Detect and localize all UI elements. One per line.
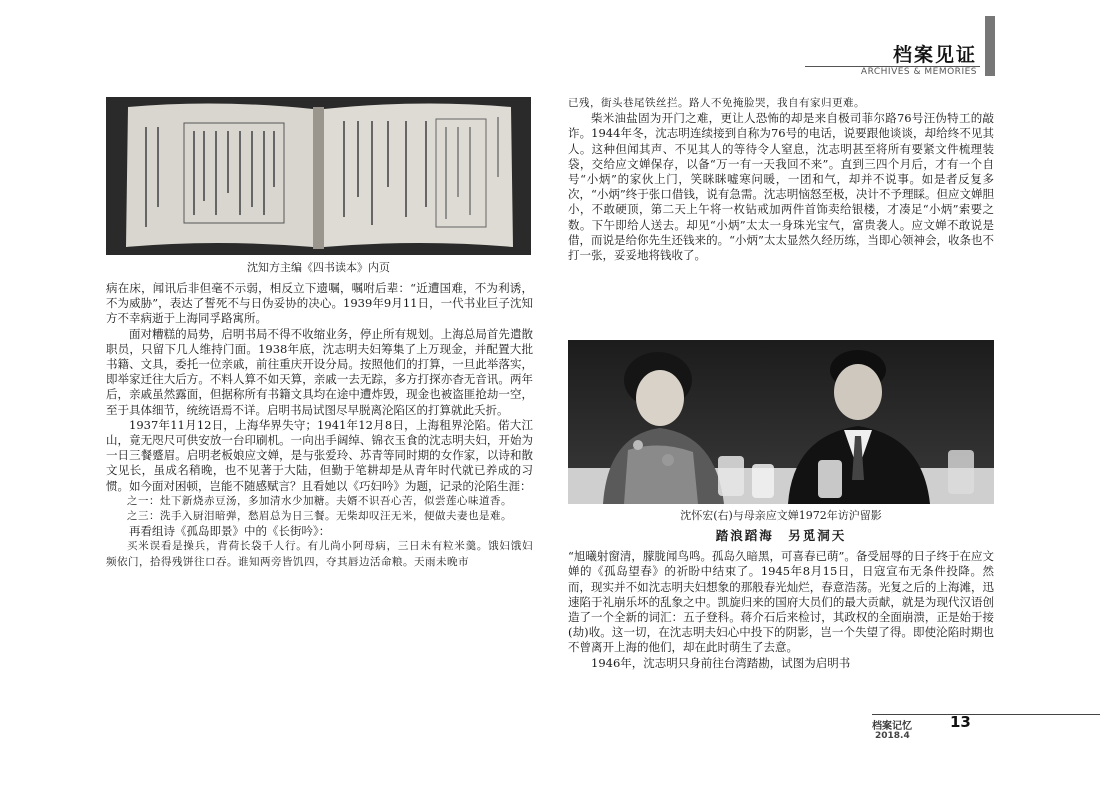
paragraph: “旭曦射窗清，朦胧闻鸟鸣。孤岛久暗黑，可喜春已萌”。备受屈辱的日子终于在应文婵的《孤岛望春》的祈盼中结束了。1945年8月15日，日寇宣布无条件投降。然而，现实并不如沈志明夫妇想象的那般春光灿烂，春意浩荡。光复之后的上海滩，迅速陷于礼崩乐坏的乱象之中。凯旋归来的国府大员们的最大贡献，就是为现代汉语创造了一个全新的词汇：五子登科。蒋介石后来检讨，其政权的全面崩溃，正是始于接(劫)收。这一切，在沈志明夫妇心中投下的阴影，岂一个失望了得。即使沦陷时期也不曾离开上海的他们，却在此时萌生了去意。 (568, 549, 994, 655)
paragraph: 病在床，闻讯后非但毫不示弱，相反立下遗嘱，嘱咐后辈：“近遭国难，不为利诱，不为威胁”，表达了誓死不与日伪妥协的决心。1939年9月11日，一代书业巨子沈知方不幸病逝于上海同孚路寓所。 (106, 281, 533, 326)
right-text-column-bottom (568, 524, 994, 671)
open-book-image (106, 97, 531, 255)
footer-rule (872, 714, 1100, 715)
paragraph: 面对糟糕的局势，启明书局不得不收缩业务，停止所有规划。上海总局首先遣散职员，只留下几人维持门面。1938年底，沈志明夫妇筹集了上万现金，并配置大批书籍、文具，委托一位亲戚，前往重庆开设分局。按照他们的打算，一旦此举落实，即举家迁往大后方。不料人算不如天算，亲戚一去无踪，多方打探亦杳无音讯。两年后，亲戚虽然露面，但据称所有书籍文具均在途中遭炸毁，现金也被盗匪抢劫一空，至于具体细节，统统语焉不详。启明书局试图尽早脱离沦陷区的打算就此夭折。 (106, 326, 533, 417)
portrait-photo (568, 340, 994, 504)
issue-date: 2018.4 (875, 731, 910, 741)
paragraph: 1946年，沈志明只身前往台湾踏勘，试图为启明书 (591, 655, 851, 670)
portrait-caption: 沈怀宏(右)与母亲应文婵1972年访沪留影 (680, 509, 882, 522)
poem-verse: 之一：灶下新烧赤豆汤，多加清水少加糖。夫婿不识吾心苦，似尝莲心味道香。 (127, 494, 512, 507)
poem-verse: 已残，街头巷尾铁丝拦。路人不免掩脸哭，我自有家归更难。 (568, 97, 865, 109)
section-title: 档案见证 (892, 44, 977, 66)
paragraph: 再看组诗《孤岛即景》中的《长街吟》： (129, 524, 331, 539)
book-photo-caption: 沈知方主编《四书读本》内页 (247, 261, 390, 274)
page-number: 13 (950, 713, 971, 731)
section-heading: 踏浪蹈海 另觅洞天 (715, 528, 847, 543)
paragraph: 1937年11月12日，上海华界失守；1941年12月8日，上海租界沦陷。偌大江山，竟无咫尺可供安放一台印刷机。一向出手阔绰、锦衣玉食的沈志明夫妇，开始为一日三餐蹙眉。启明老板娘应文婵，是与张爱玲、苏青等同时期的女作家，以诗和散文见长，虽成名稍晚，也不见著于大陆，但勤于笔耕却是从青年时代就已养成的习惯。如今面对困顿，岂能不随感赋言？且看她以《巧妇吟》为题，记录的沦陷生涯： (106, 417, 533, 493)
section-subtitle: ARCHIVES & MEMORIES (860, 67, 977, 77)
header-accent-bar (985, 16, 995, 76)
poem-verse: 买米误看是操兵，背荷长袋千人行。有儿尚小阿母病，三日未有粒米羹。饿妇饿妇频依门，拾得残饼往口吞。谁知两旁皆饥四，夺其唇边活命粮。天雨未晚市 (106, 540, 533, 568)
poem-verse: 之三：洗手入厨泪暗弹，愁眉总为日三餐。无柴却叹汪无米，便做夫妻也是难。 (127, 510, 512, 523)
right-text-column-top (568, 96, 994, 263)
portrait-image (568, 340, 994, 504)
paragraph: 柴米油盐固为开门之难，更让人恐怖的却是来自极司菲尔路76号汪伪特工的敲诈。1944年冬，沈志明连续接到自称为76号的电话，说要跟他谈谈，却给终不见其人。这种但闻其声、不见其人的等待令人窒息，沈志明甚至将所有要紧文件梳理装袋，交给应文婵保存，以备“万一有一天我回不来”。直到三四个月后，才有一个自号“小炳”的家伙上门，笑眯眯嘘寒问暖，一团和气，却并不说事。如是者反复多次，“小炳”终于张口借钱，说有急需。沈志明恼怒至极，决计不予理睬。但应文婵胆小，不敢硬顶，第二天上午将一枚钻戒加两件首饰卖给银楼，才凑足“小炳”索要之数。下午即给人送去。却见“小炳”太太一身珠光宝气，富贵袭人。应文婵不敢说是借，而说是给你先生还钱来的。“小炳”太太显然久经历练，当即心领神会，收条也不打一张，妥妥地将钱收了。 (568, 111, 994, 263)
book-page-photo (106, 97, 531, 255)
left-text-column (106, 281, 533, 570)
magazine-name: 档案记忆 (872, 721, 912, 732)
